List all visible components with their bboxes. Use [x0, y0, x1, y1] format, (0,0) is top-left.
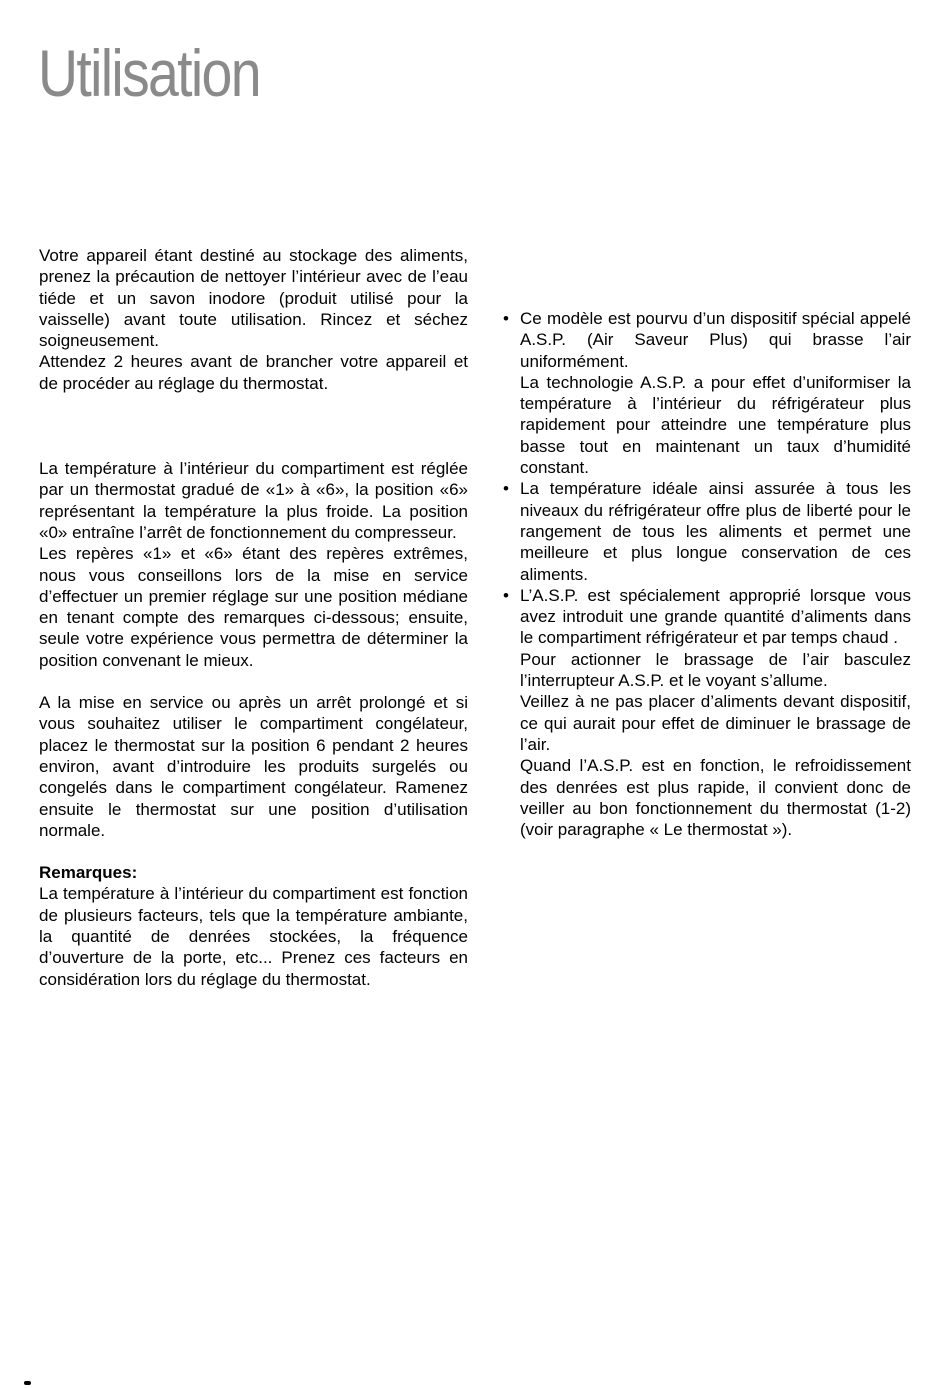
remarks-heading: Remarques: [39, 863, 138, 883]
thermostat-paragraph-1: La température à l’intérieur du compartiment est réglée par un thermostat gradué de «1» à «6», la position «6» représentant la température la plus froide. La position «0» entraîne l’arrêt de fonctionnement du compresseur. [39, 459, 468, 542]
bullet-1-paragraph-1: Ce modèle est pourvu d’un dispositif spécial appelé A.S.P. (Air Saveur Plus) qui brasse l’air uniformément. [520, 309, 911, 371]
bullet-icon: • [503, 585, 509, 605]
intro-paragraph-2: Attendez 2 heures avant de brancher votre appareil et de procéder au réglage du thermostat. [39, 352, 468, 393]
list-item [503, 585, 911, 841]
page-number-mark [24, 1381, 31, 1385]
bullet-1-paragraph-2: La technologie A.S.P. a pour effet d’uniformiser la température à l’intérieur du réfrigérateur plus rapidement pour atteindre une température plus basse tout en maintenant un taux d’humidité constant. [520, 372, 911, 478]
thermostat-paragraph-2: Les repères «1» et «6» étant des repères extrêmes, nous vous conseillons lors de la mise en service d’effectuer un premier réglage sur une position médiane en tenant compte des remarques ci-dessous; ensuite, seule votre expérience vous permettra de déterminer la position convenant le mieux. [39, 544, 468, 670]
list-item [503, 308, 911, 478]
bullet-3-paragraph-1: L’A.S.P. est spécialement approprié lorsque vous avez introduit une grande quantité d’aliments dans le compartiment réfrigérateur et par temps chaud . [520, 585, 911, 648]
intro-paragraph-1: Votre appareil étant destiné au stockage des aliments, prenez la précaution de nettoyer l’intérieur avec de l’eau tiéde et un savon inodore (produit utilisé pour la vaisselle) avant toute utilisation. Rincez et séchez soigneusement. [39, 246, 468, 351]
right-column [503, 308, 911, 840]
bullet-3-paragraph-2: Pour actionner le brassage de l’air basculez l’interrupteur A.S.P. et le voyant s’allume. [520, 649, 911, 691]
bullet-3-paragraph-4: Quand l’A.S.P. est en fonction, le refroidissement des denrées est plus rapide, il convient donc de veiller au bon fonctionnement du thermostat (1-2) (voir paragraphe « Le thermostat »). [520, 756, 911, 840]
bullet-icon: • [503, 309, 509, 328]
remarks-paragraph: La température à l’intérieur du compartiment est fonction de plusieurs facteurs, tels que la température ambiante, la quantité de denrées stockées, la fréquence d’ouverture de la porte, etc... Prenez ces facteurs en considération lors du réglage du thermostat. [39, 884, 468, 989]
bullet-2-paragraph-1: La température idéale ainsi assurée à tous les niveaux du réfrigérateur offre plus de liberté pour le rangement de tous les aliments et permet une meilleure et plus longue conservation de ces aliments. [520, 479, 911, 584]
left-column [39, 245, 468, 990]
list-item [503, 478, 911, 584]
bullet-icon: • [503, 479, 509, 499]
bullet-3-paragraph-3: Veillez à ne pas placer d’aliments devant dispositif, ce qui aurait pour effet de diminuer le brassage de l’air. [520, 692, 911, 754]
service-paragraph: A la mise en service ou après un arrêt prolongé et si vous souhaitez utiliser le compartiment congélateur, placez le thermostat sur la position 6 pendant 2 heures environ, avant d’introduire les produits surgelés ou congelés dans le compartiment congélateur. Ramenez ensuite le thermostat sur une position d’utilisation normale. [39, 693, 468, 840]
page-title: Utilisation [38, 36, 260, 110]
